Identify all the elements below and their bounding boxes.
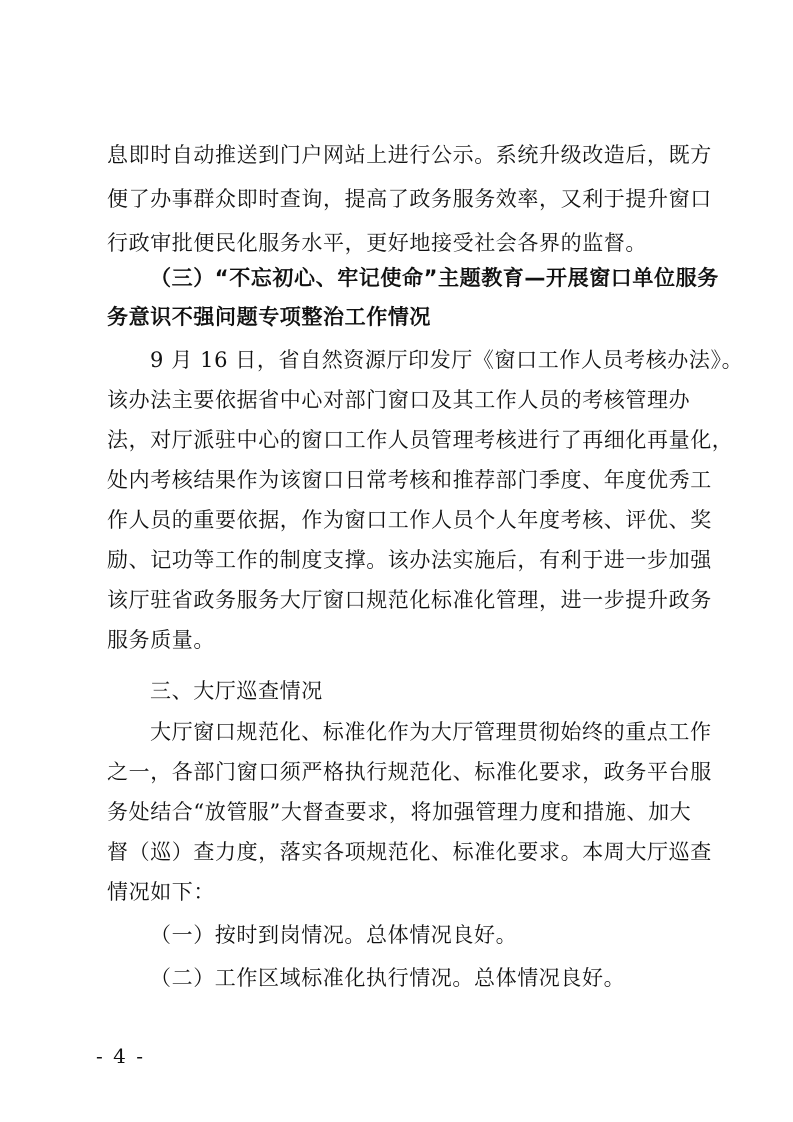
section-subheading: 务意识不强问题专项整治工作情况 <box>107 305 431 329</box>
body-text-line: 情况如下： <box>107 880 215 904</box>
body-text-line: 作人员的重要依据，作为窗口工作人员个人年度考核、评优、奖 <box>107 508 712 532</box>
page-number: - 4 - <box>96 1044 145 1068</box>
body-text-line: 务处结合“放管服”大督查要求，将加强管理力度和措施、加大 <box>107 800 692 824</box>
body-text-line: 行政审批便民化服务水平，更好地接受社会各界的监督。 <box>107 231 647 255</box>
body-text-line: 之一，各部门窗口须严格执行规范化、标准化要求，政务平台服 <box>107 760 712 784</box>
section-heading: 三、大厅巡查情况 <box>150 679 323 703</box>
body-text-line: 大厅窗口规范化、标准化作为大厅管理贯彻始终的重点工作 <box>150 720 712 744</box>
body-text-line: 9 月 16 日，省自然资源厅印发厅《窗口工作人员考核办法》。 <box>150 348 744 372</box>
body-text-line: 息即时自动推送到门户网站上进行公示。系统升级改造后，既方 <box>107 143 712 167</box>
body-text-line: 处内考核结果作为该窗口日常考核和推荐部门季度、年度优秀工 <box>107 468 712 492</box>
body-text-line: 督（巡）查力度，落实各项规范化、标准化要求。本周大厅巡查 <box>107 840 712 864</box>
body-text-line: （二）工作区域标准化执行情况。总体情况良好。 <box>150 966 626 990</box>
body-text-line: 法，对厅派驻中心的窗口工作人员管理考核进行了再细化再量化， <box>107 428 734 452</box>
body-text-line: 励、记功等工作的制度支撑。该办法实施后，有利于进一步加强 <box>107 548 712 572</box>
body-text-line: （一）按时到岗情况。总体情况良好。 <box>150 923 518 947</box>
body-text-line: 服务质量。 <box>107 628 215 652</box>
body-text-line: 便了办事群众即时查询，提高了政务服务效率，又利于提升窗口 <box>107 187 712 211</box>
body-text-line: 该办法主要依据省中心对部门窗口及其工作人员的考核管理办 <box>107 388 691 412</box>
section-subheading: （三）“不忘初心、牢记使命”主题教育—开展窗口单位服务 <box>150 266 719 290</box>
body-text-line: 该厅驻省政务服务大厅窗口规范化标准化管理，进一步提升政务 <box>107 588 712 612</box>
